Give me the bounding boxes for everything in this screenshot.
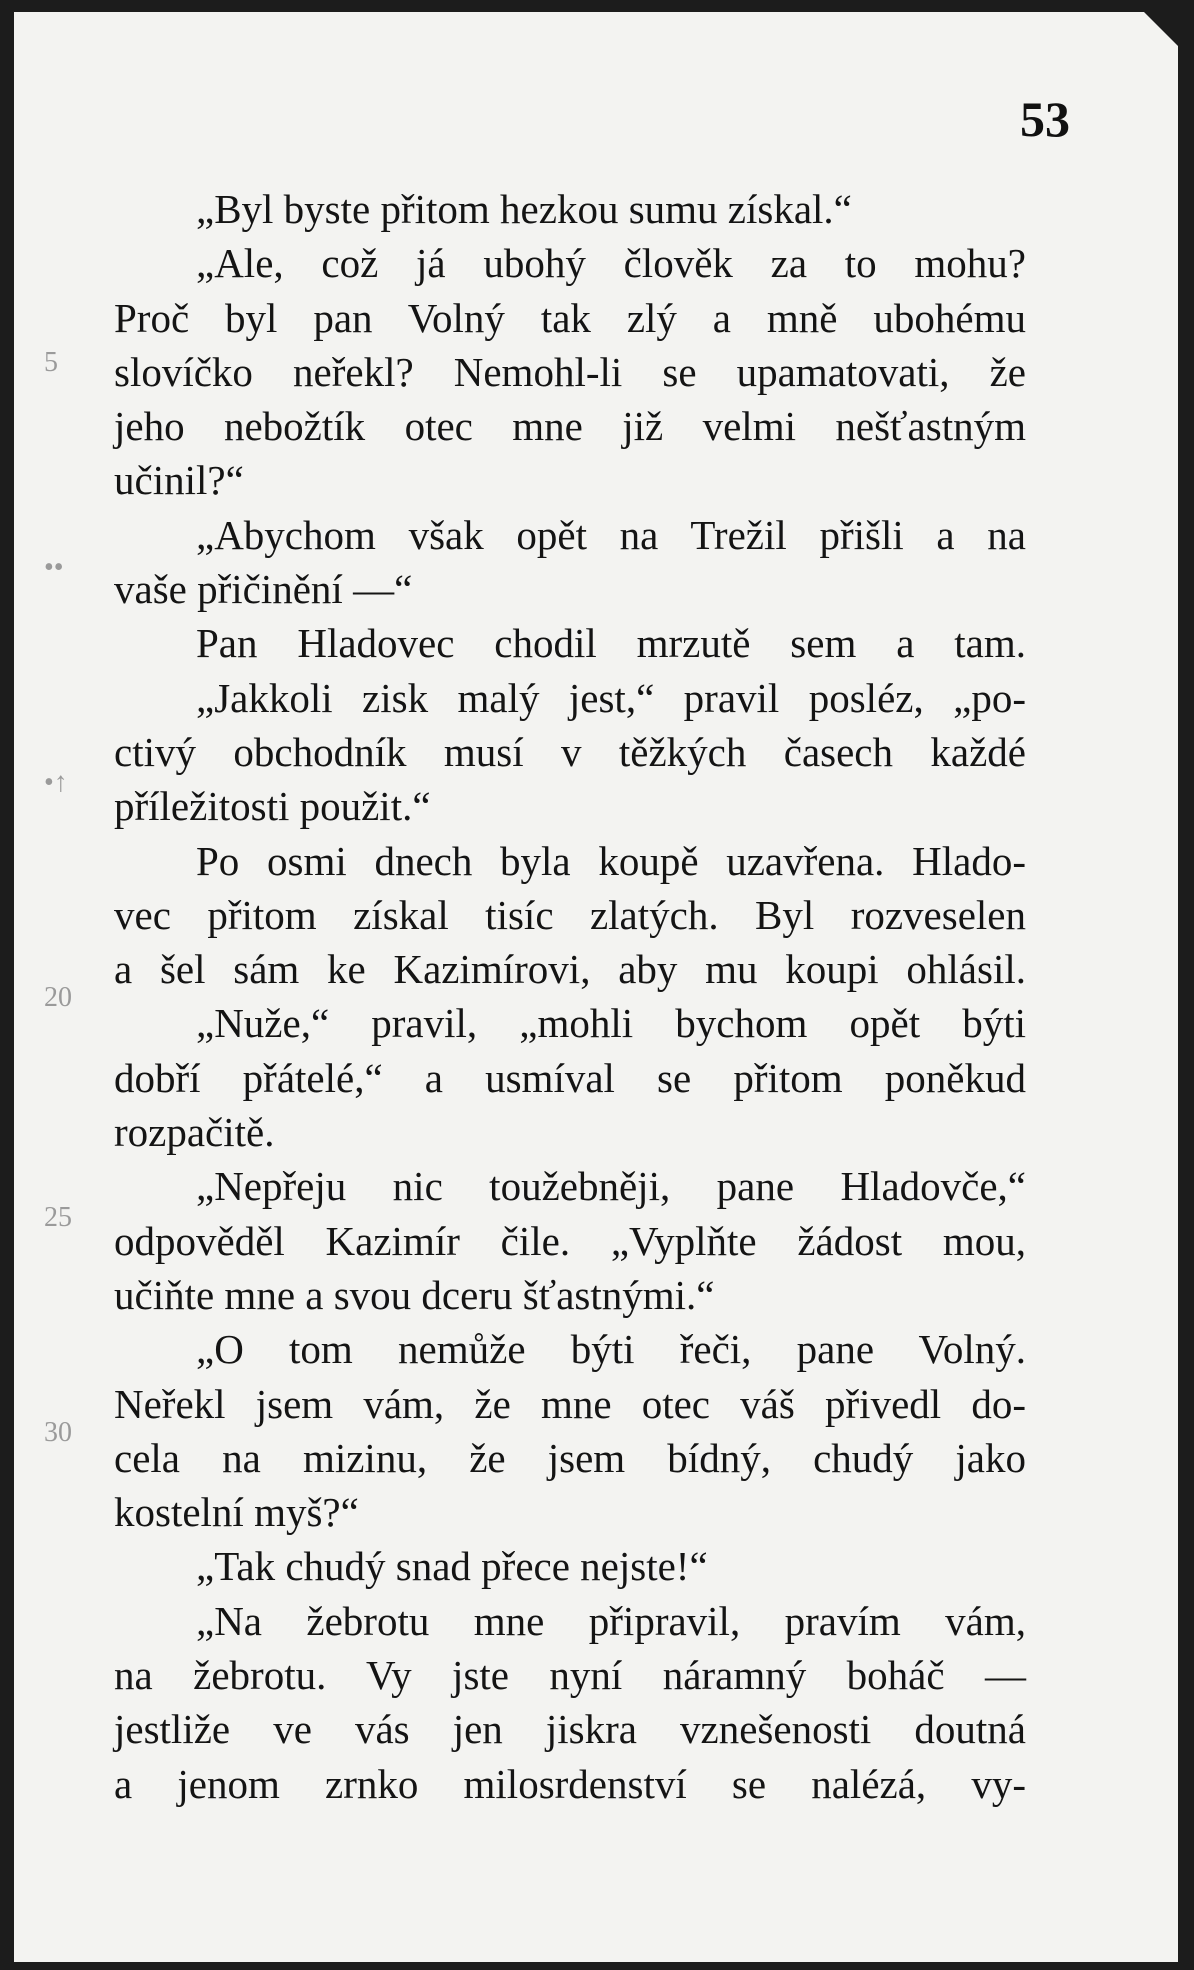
margin-mark: •↑ bbox=[44, 767, 68, 798]
text-line: „Na žebrotu mne připravil, pravím vám, bbox=[196, 1597, 1026, 1644]
margin-mark: •• bbox=[44, 552, 64, 583]
text-line: „Nuže,“ pravil, „mohli bychom opět býti bbox=[196, 1000, 1026, 1047]
text-line: ctivý obchodník musí v těžkých časech každé bbox=[114, 728, 1026, 775]
text-line: cela na mizinu, že jsem bídný, chudý jako bbox=[114, 1434, 1026, 1481]
text-line: „Byl byste přitom hezkou sumu získal.“ bbox=[196, 186, 852, 232]
text-line: učinil?“ bbox=[114, 457, 244, 504]
book-page bbox=[14, 12, 1178, 1962]
margin-mark: 25 bbox=[44, 1202, 72, 1233]
text-line: a jenom zrnko milosrdenství se nalézá, vy- bbox=[114, 1760, 1026, 1807]
text-line: Proč byl pan Volný tak zlý a mně ubohému bbox=[114, 294, 1026, 341]
text-line: „Jakkoli zisk malý jest,“ pravil posléz, „po- bbox=[196, 674, 1026, 721]
text-line: „Nepřeju nic toužebněji, pane Hladovče,“ bbox=[196, 1163, 1026, 1210]
text-line: Neřekl jsem vám, že mne otec váš přivedl do- bbox=[114, 1380, 1026, 1427]
text-line: odpověděl Kazimír čile. „Vyplňte žádost mou, bbox=[114, 1217, 1026, 1264]
text-line: vec přitom získal tisíc zlatých. Byl rozveselen bbox=[114, 891, 1026, 938]
text-line: „O tom nemůže býti řeči, pane Volný. bbox=[196, 1326, 1026, 1373]
text-line: a šel sám ke Kazimírovi, aby mu koupi ohlásil. bbox=[114, 946, 1026, 993]
text-line: příležitosti použit.“ bbox=[114, 783, 431, 830]
text-line: učiňte mne a svou dceru šťastnými.“ bbox=[114, 1271, 715, 1318]
page-corner bbox=[1144, 12, 1178, 46]
text-line: vaše přičinění —“ bbox=[114, 566, 413, 613]
margin-mark: 30 bbox=[44, 1417, 72, 1448]
text-line: rozpačitě. bbox=[114, 1109, 275, 1156]
text-line: kostelní myš?“ bbox=[114, 1489, 359, 1536]
text-line: „Abychom však opět na Trežil přišli a na bbox=[196, 511, 1026, 558]
text-line: slovíčko neřekl? Nemohl-li se upamatovati, že bbox=[114, 348, 1026, 395]
text-line: Pan Hladovec chodil mrzutě sem a tam. bbox=[196, 620, 1026, 667]
text-line: dobří přátelé,“ a usmíval se přitom poněkud bbox=[114, 1054, 1026, 1101]
body-text bbox=[114, 182, 1026, 1811]
text-line: Po osmi dnech byla koupě uzavřena. Hlado- bbox=[196, 837, 1026, 884]
text-line: „Tak chudý snad přece nejste!“ bbox=[196, 1543, 708, 1590]
margin-mark: 20 bbox=[44, 982, 72, 1013]
text-line: jestliže ve vás jen jiskra vznešenosti doutná bbox=[114, 1706, 1026, 1753]
page-number: 53 bbox=[1020, 91, 1070, 147]
text-line: na žebrotu. Vy jste nyní náramný boháč — bbox=[114, 1652, 1026, 1699]
text-line: „Ale, což já ubohý člověk za to mohu? bbox=[196, 240, 1026, 287]
margin-mark: 5 bbox=[44, 347, 58, 378]
text-line: jeho nebožtík otec mne již velmi nešťastným bbox=[114, 403, 1026, 450]
